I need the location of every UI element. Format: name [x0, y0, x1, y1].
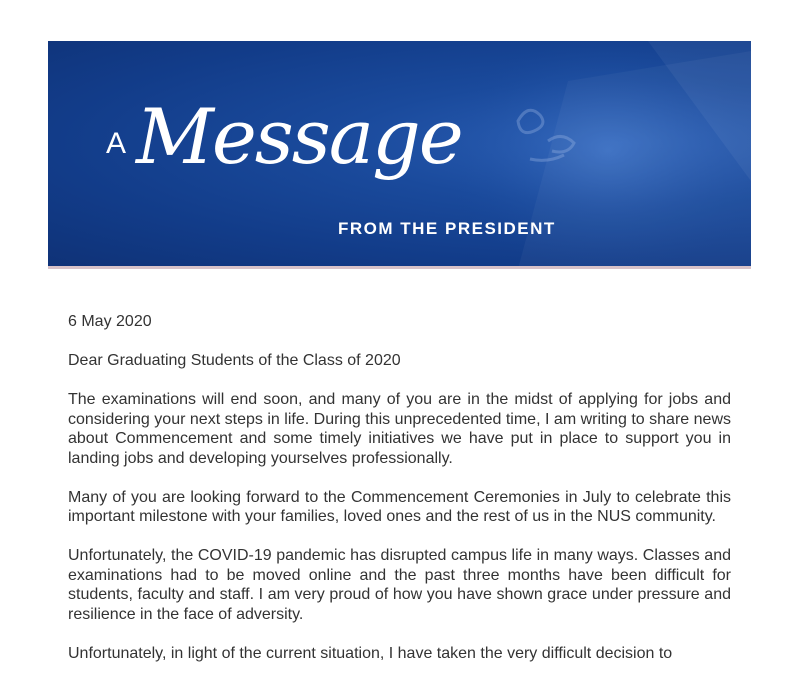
letter-body — [68, 312, 731, 683]
banner-subtitle: FROM THE PRESIDENT — [338, 219, 556, 238]
letter-paragraph: Unfortunately, in light of the current situation, I have taken the very difficult decision to — [68, 644, 673, 662]
letter-paragraph: Many of you are looking forward to the Commencement Ceremonies in July to celebrate this important milestone with your families, loved ones and the rest of us in the NUS community. — [68, 488, 731, 525]
letter-salutation: Dear Graduating Students of the Class of 2020 — [68, 352, 401, 369]
banner-word-a: A — [106, 127, 128, 160]
letter-date: 6 May 2020 — [68, 313, 152, 330]
banner-word-message: Message — [136, 92, 462, 181]
header-banner — [48, 41, 751, 269]
letter-paragraph: Unfortunately, the COVID-19 pandemic has disrupted campus life in many ways. Classes and examinations had to be moved online and the past three months have been difficult for students, faculty and staff. I am very proud of how you have shown grace under pressure and resilience in the face of adversity. — [68, 547, 731, 623]
letter-paragraph: The examinations will end soon, and many of you are in the midst of applying for jobs and considering your next steps in life. During this unprecedented time, I am writing to share news about Commencement and some timely initiatives we have put in place to support you in landing jobs and developing yourselves professionally. — [68, 391, 731, 467]
